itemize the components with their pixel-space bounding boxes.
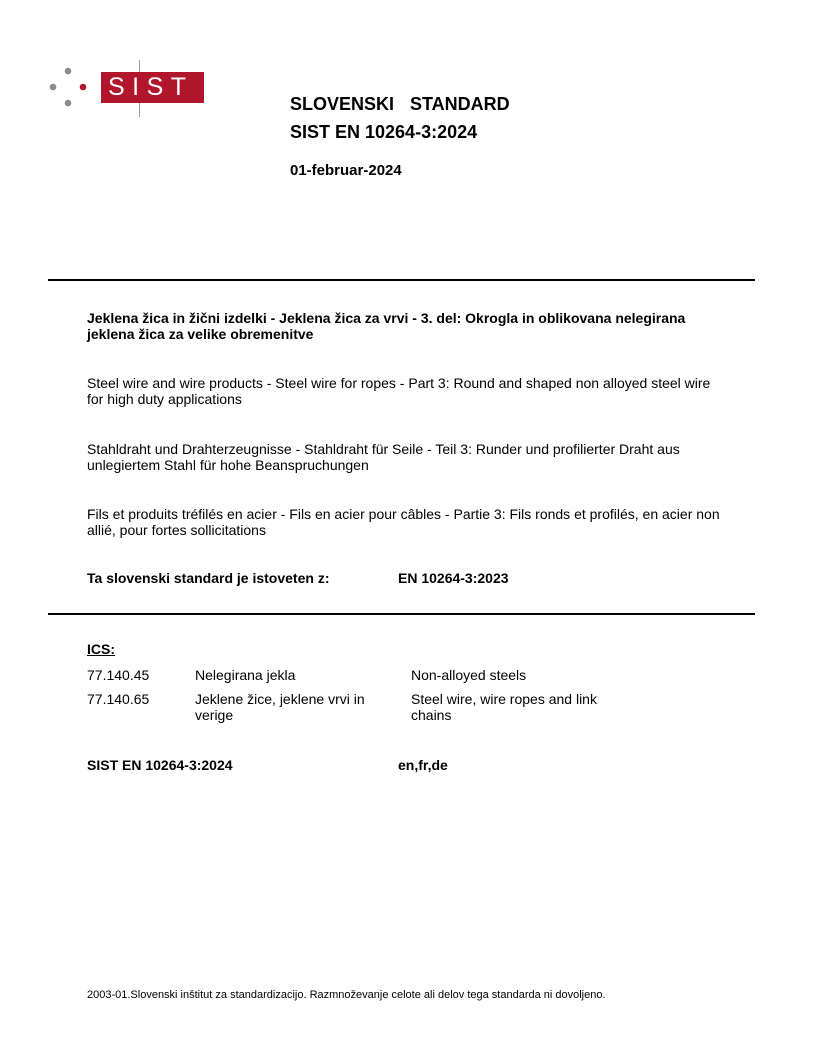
ics-label: ICS: — [87, 641, 115, 657]
ics-row — [87, 691, 727, 725]
publication-date: 01-februar-2024 — [290, 162, 402, 179]
standard-type-title: SLOVENSKI STANDARD — [290, 94, 510, 114]
middle-divider — [48, 613, 755, 615]
sist-logo-dots-icon — [48, 58, 88, 120]
identical-value: EN 10264-3:2023 — [398, 570, 509, 586]
ics-description-slovenian: Jeklene žice, jeklene vrvi in verige — [195, 691, 365, 723]
sist-logo: SIST — [101, 72, 204, 103]
bottom-standard-id: SIST EN 10264-3:2024 — [87, 757, 233, 773]
title-french: Fils et produits tréfilés en acier - Fils en acier pour câbles - Partie 3: Fils ronds et profilés, en acier non allié, pour fortes sollicitations — [87, 506, 720, 538]
standard-id-title: SIST EN 10264-3:2024 — [290, 122, 478, 142]
ics-code: 77.140.65 — [87, 691, 150, 707]
ics-code: 77.140.45 — [87, 667, 150, 683]
ics-description-slovenian: Nelegirana jekla — [195, 667, 296, 683]
title-german: Stahldraht und Drahterzeugnisse - Stahldraht für Seile - Teil 3: Runder und profilierter Draht aus unlegiertem Stahl für hohe Beanspruchungen — [87, 441, 680, 473]
identical-label: Ta slovenski standard je istoveten z: — [87, 570, 330, 586]
ics-description-english: Non-alloyed steels — [411, 667, 527, 683]
ics-description-english: Steel wire, wire ropes and link chains — [411, 691, 597, 723]
top-divider — [48, 279, 755, 281]
title-slovenian: Jeklena žica in žični izdelki - Jeklena žica za vrvi - 3. del: Okrogla in oblikovana nelegirana jeklena žica za velike obremenitve — [87, 310, 686, 342]
copyright-footer: 2003-01.Slovenski inštitut za standardizacijo. Razmnoževanje celote ali delov tega standarda ni dovoljeno. — [87, 989, 606, 1001]
languages: en,fr,de — [398, 757, 448, 773]
title-english: Steel wire and wire products - Steel wire for ropes - Part 3: Round and shaped non alloyed steel wire for high duty applications — [87, 375, 711, 407]
